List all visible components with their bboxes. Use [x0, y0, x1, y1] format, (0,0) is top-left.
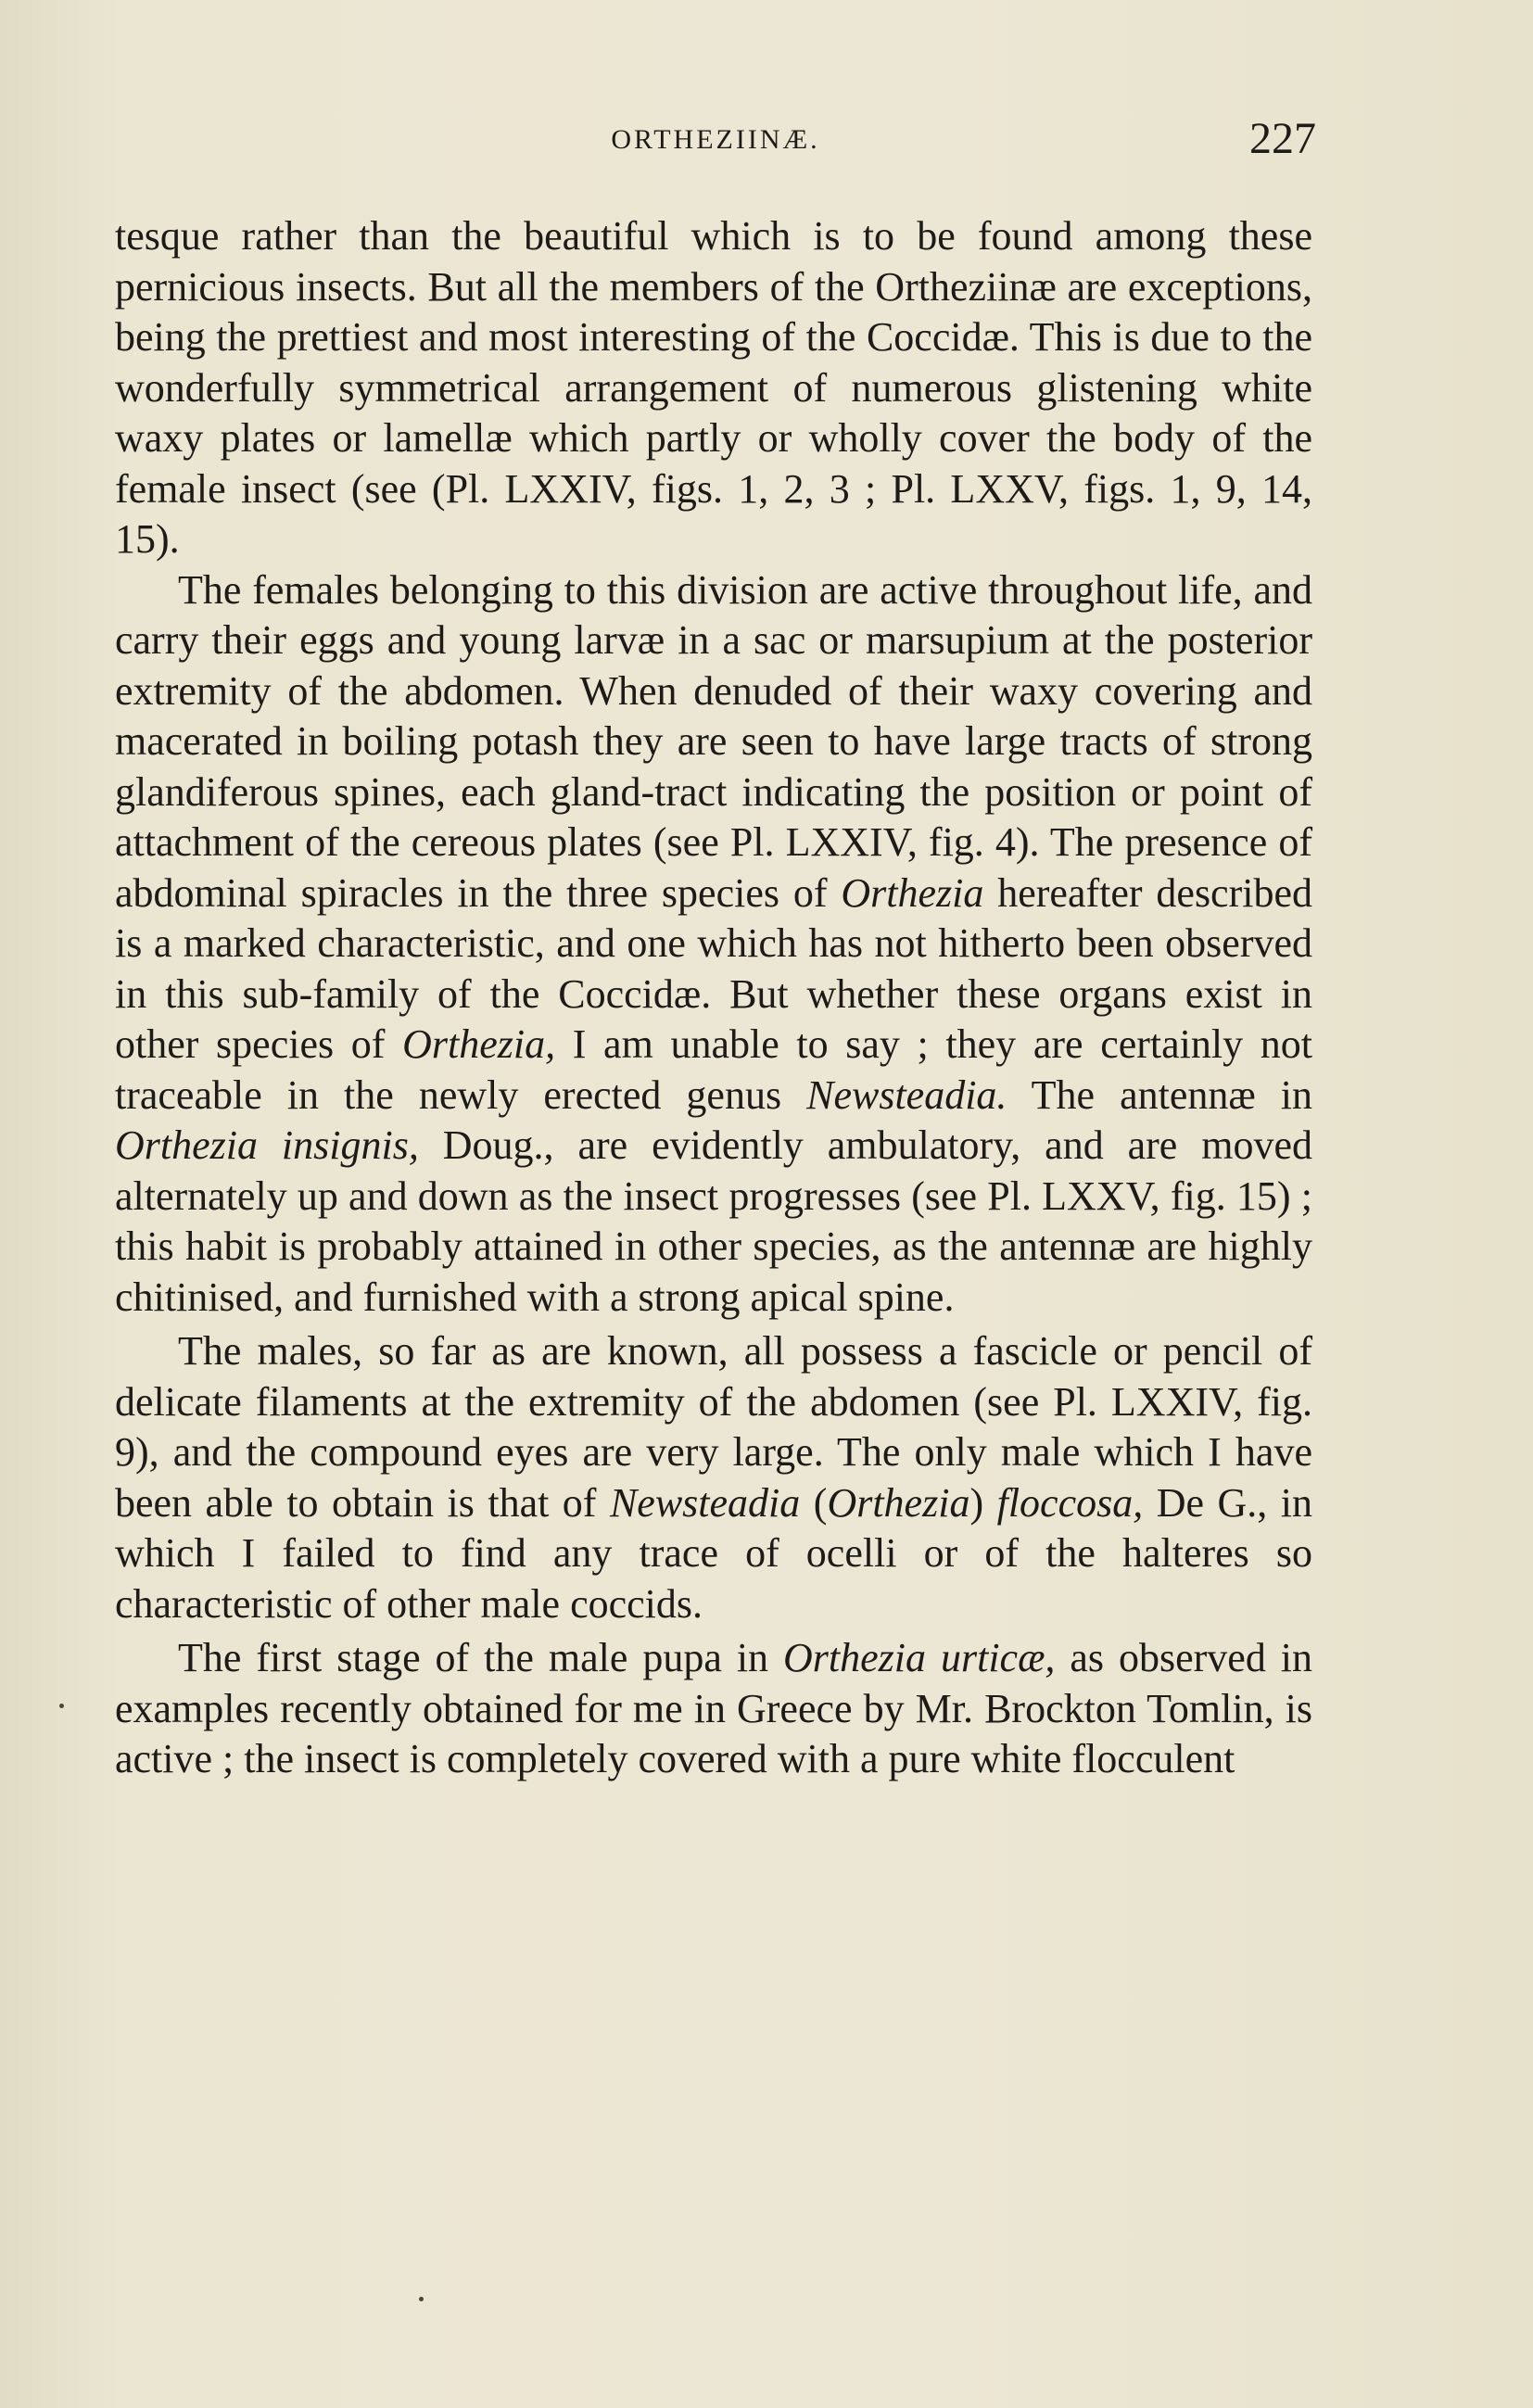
- paper-speck: [59, 1704, 64, 1708]
- text-run: (: [800, 1479, 828, 1526]
- text-run: hereafter described is a marked characteristic, and one which has not hitherto been observed in this sub-family of the Coccidæ. But whether these organs exist in other species of: [115, 869, 1312, 1067]
- italic-name: Orthezia,: [402, 1021, 556, 1067]
- paragraph-3: [115, 1326, 1312, 1629]
- italic-name: Orthezia insignis,: [115, 1122, 419, 1168]
- text-run: tesque rather than the beautiful which is to be found among these pernicious insects. But all the members of the Ortheziinæ are exceptions, being the prettiest and most interesting of the Coccidæ. This is due to the wonderfully symmetrical arrangement of numerous glistening white waxy plates or lamellæ which partly or wholly cover the body of the female insect (see (Pl. LXXIV, figs. 1, 2, 3 ; Pl. LXXV, figs. 1, 9, 14, 15).: [115, 213, 1312, 562]
- italic-name: Orthezia: [841, 869, 984, 916]
- text-run: The females belonging to this division are active throughout life, and carry their eggs and young larvæ in a sac or marsupium at the posterior extremity of the abdomen. When denuded of their waxy covering and macerated in boiling potash they are seen to have large tracts of strong glandiferous spines, each gland-tract indicating the position or point of attachment of the cereous plates (see Pl. LXXIV, fig. 4). The presence of abdominal spiracles in the three species of: [115, 566, 1312, 916]
- paragraph-2: [115, 565, 1312, 1324]
- text-run: as observed in examples recently obtained for me in Greece by Mr. Brockton Tomlin, is active ; the insect is completely covered with a pure white flocculent: [115, 1635, 1313, 1781]
- text-run: Doug., are evidently ambulatory, and are moved alternately up and down as the insect progresses (see Pl. LXXV, fig. 15) ; this habit is probably attained in other species, as the antennæ are highly chitinised, and furnished with a strong apical spine.: [115, 1122, 1312, 1320]
- italic-name: floccosa,: [996, 1479, 1144, 1526]
- italic-name: Newsteadia: [609, 1479, 801, 1526]
- page-number: 227: [1249, 114, 1316, 163]
- text-run: The males, so far as are known, all possess a fascicle or pencil of delicate filaments at the extremity of the abdomen (see Pl. LXXIV, fig. 9), and the compound eyes are very large. The only male which I have been able to obtain is that of: [115, 1328, 1312, 1526]
- body-text: [115, 211, 1312, 1785]
- italic-name: Orthezia: [827, 1479, 970, 1526]
- text-run: I am unable to say ; they are certainly not traceable in the newly erected genus: [115, 1021, 1312, 1118]
- italic-name: Newsteadia.: [806, 1071, 1007, 1118]
- running-head: ORTHEZIINÆ.: [611, 124, 820, 155]
- text-run: De G., in which I failed to find any trace of ocelli or of the halteres so characteristic of other male coccids.: [115, 1479, 1313, 1627]
- text-run: The antennæ in: [1007, 1071, 1313, 1118]
- page-header: [115, 109, 1316, 174]
- text-run: ): [969, 1479, 997, 1526]
- italic-name: Orthezia urticæ,: [783, 1635, 1056, 1680]
- paragraph-4: [115, 1633, 1312, 1785]
- text-run: The first stage of the male pupa in: [178, 1635, 784, 1680]
- paper-speck: [419, 2297, 424, 2301]
- paragraph-1: [115, 211, 1312, 565]
